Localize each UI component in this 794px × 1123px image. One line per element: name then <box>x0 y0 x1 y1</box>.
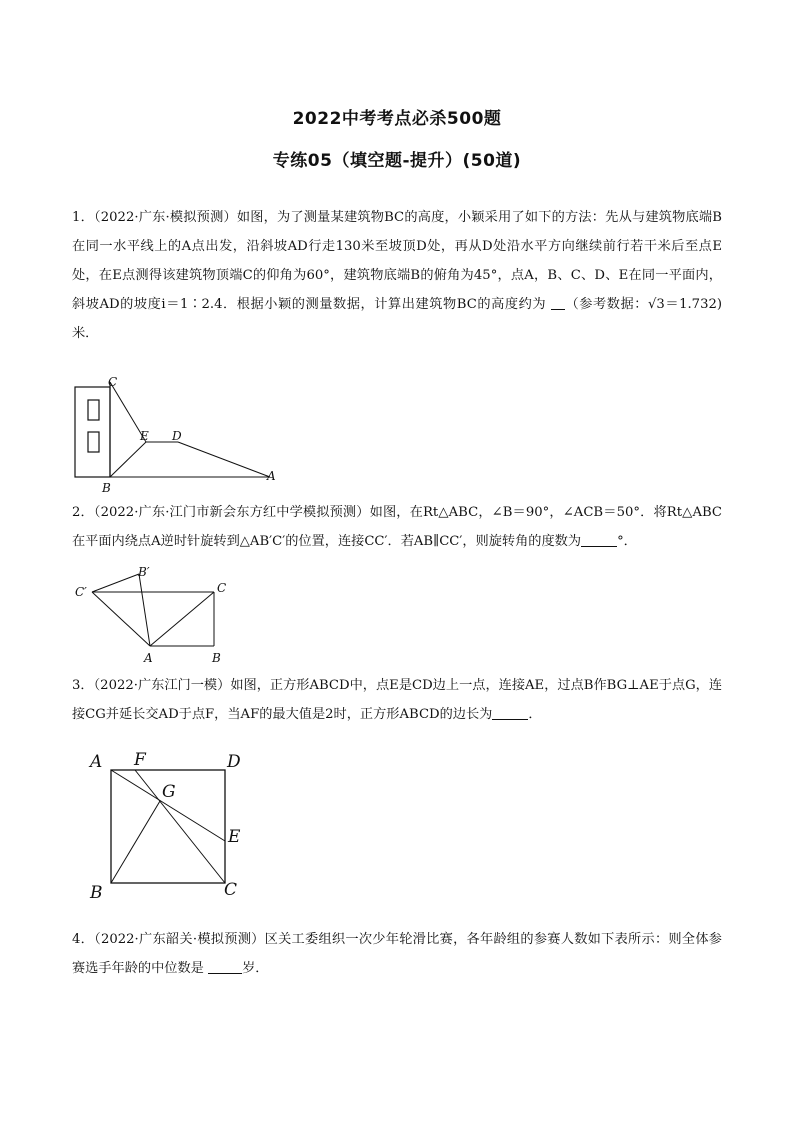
question-number: 4． <box>72 932 95 947</box>
fig-label-D: D <box>227 752 241 772</box>
question-number: 2． <box>72 505 94 520</box>
question-text: 如图，为了测量某建筑物BC的高度，小颖采用了如下的方法：先从与建筑物底端B在同一水平线上的A点出发，沿斜坡AD行走130米至坡顶D处，再从D处沿水平方向继续前行若干米后至点E处，在E点测得该建筑物顶端C的仰角为60°，建筑物底端B的俯角为45°，点A，B、C、D、E在同一平面内，斜坡AD的坡度i＝1∶2.4．根据小颖的测量数据，计算出建筑物BC的高度约为 <box>72 210 722 312</box>
fig-label-D: D <box>172 429 182 443</box>
question-2 <box>72 498 722 556</box>
question-source: （2022·广东江门一模） <box>93 678 231 693</box>
answer-blank[interactable] <box>492 705 528 720</box>
question-text-after: 岁． <box>242 961 269 976</box>
fig-label-C: C <box>108 375 118 389</box>
question-text: 区关工委组织一次少年轮滑比赛，各年龄组的参赛人数如下表所示：则全体参赛选手年龄的中位数是 <box>72 932 722 976</box>
question-number: 1． <box>72 210 94 225</box>
fig-label-C-prime: C′ <box>75 585 87 599</box>
fig-label-A: A <box>90 752 103 772</box>
fig-label-G: G <box>162 782 176 802</box>
fig-label-B: B <box>212 651 221 665</box>
question-text-after: ． <box>528 707 542 722</box>
fig-label-F: F <box>134 750 146 770</box>
page-title: 2022中考考点必杀500题 <box>292 109 502 129</box>
answer-blank[interactable] <box>208 959 242 974</box>
question-source: （2022·广东·模拟预测） <box>93 210 237 225</box>
figure-q3 <box>86 745 261 909</box>
question-text: 如图，正方形ABCD中，点E是CD边上一点，连接AE，过点B作BG⊥AE于点G，连接CG并延长交AD于点F，当AF的最大值是2时，正方形ABCD的边长为 <box>72 678 723 722</box>
question-4 <box>72 925 722 983</box>
question-text-after: °． <box>617 534 637 549</box>
question-text-after: （参考数据：√3＝1.732)米． <box>72 297 722 341</box>
figure-q2 <box>72 562 242 672</box>
fig-label-B-prime: B′ <box>138 565 150 579</box>
fig-label-C: C <box>217 581 227 595</box>
question-3 <box>72 671 722 729</box>
page-subtitle: 专练05（填空题-提升）(50道) <box>272 151 522 171</box>
fig-label-A: A <box>267 469 276 483</box>
question-source: （2022·广东·江门市新会东方红中学模拟预测） <box>93 505 370 520</box>
fig-label-C: C <box>224 880 238 900</box>
question-source: （2022·广东韶关·模拟预测） <box>94 932 265 947</box>
answer-blank[interactable] <box>551 295 565 310</box>
figure-q1 <box>70 370 290 504</box>
fig-label-B: B <box>102 481 111 495</box>
question-number: 3． <box>72 678 94 693</box>
answer-blank[interactable] <box>581 532 617 547</box>
fig-label-A: A <box>144 651 153 665</box>
question-text: 如图，在Rt△ABC，∠B＝90°，∠ACB＝50°．将Rt△ABC在平面内绕点A逆时针旋转到△AB′C′的位置，连接CC′．若AB∥CC′，则旋转角的度数为 <box>72 505 723 549</box>
question-1 <box>72 203 722 348</box>
fig-label-E: E <box>228 827 241 847</box>
fig-label-B: B <box>90 883 103 903</box>
fig-label-E: E <box>140 429 149 443</box>
